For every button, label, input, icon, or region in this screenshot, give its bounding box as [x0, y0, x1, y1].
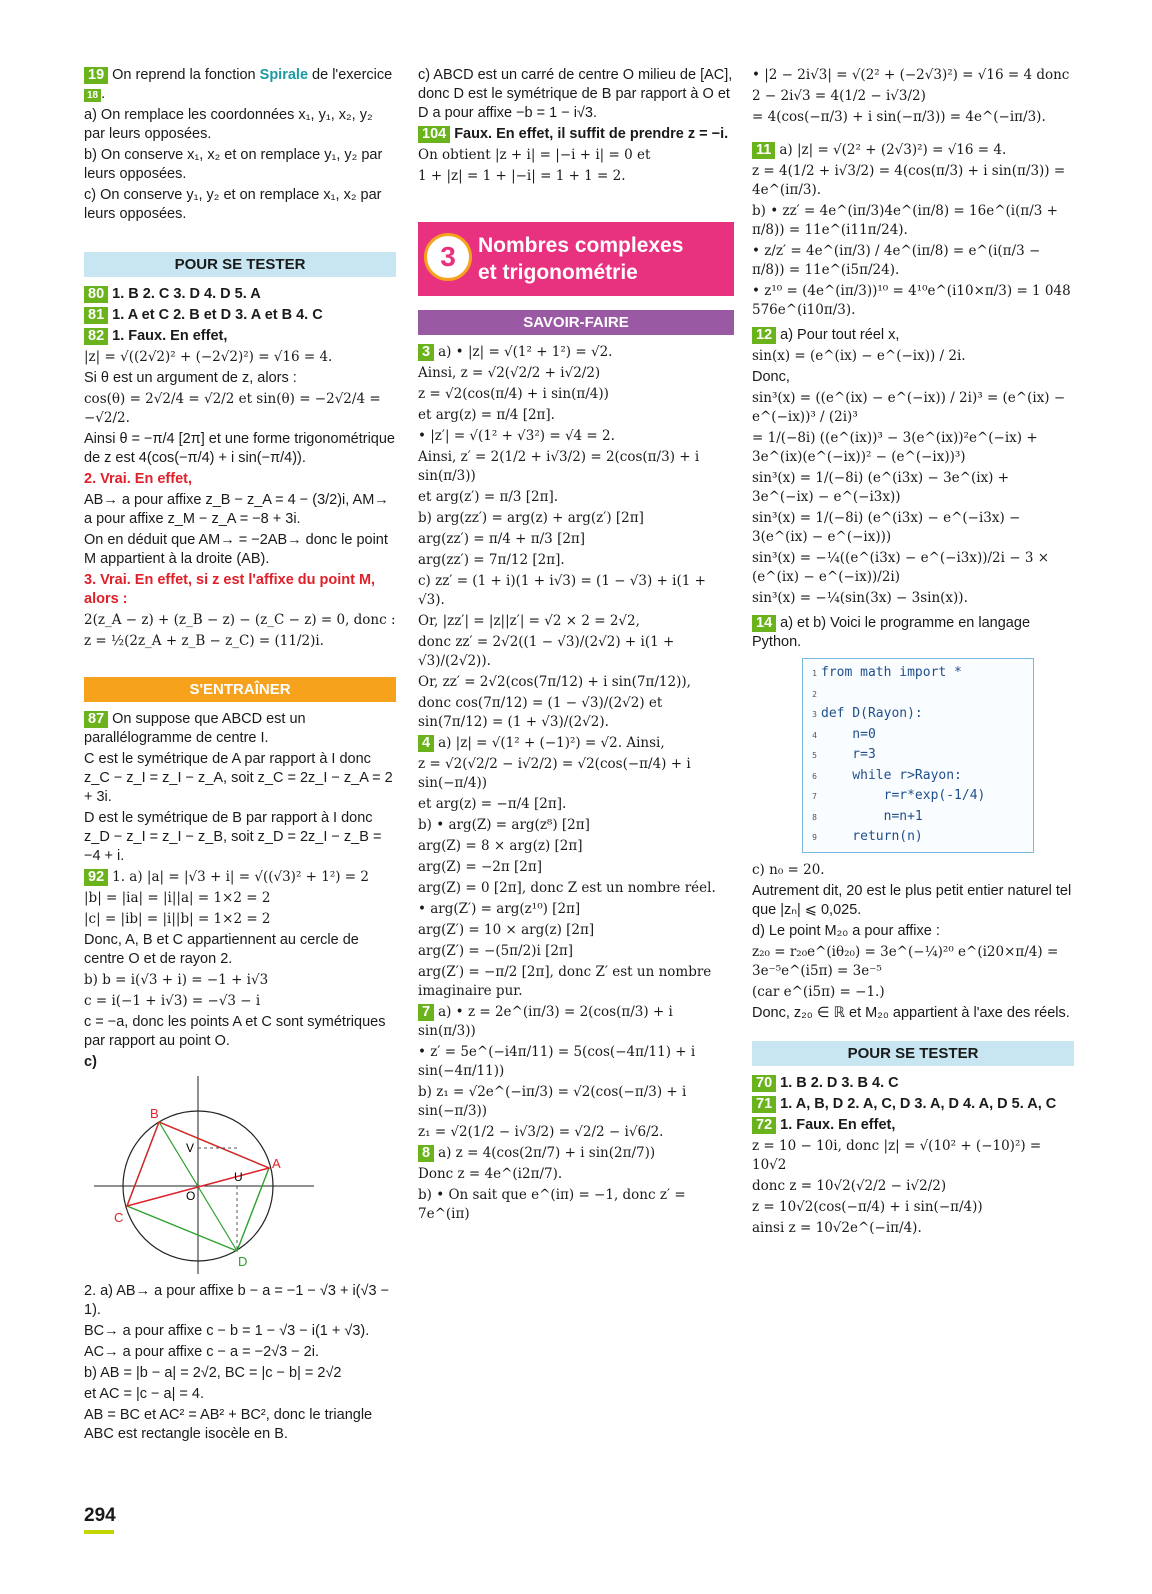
exercise-14: 14 a) et b) Voici le programme en langage Python.	[752, 615, 1031, 650]
column-2: c) ABCD est un carré de centre O milieu de [AC], donc D est le symétrique de B par rapport à O et D a pour affixe −b = 1 − i√3. 104 Faux. En effet, il suffit de prendre z = −i. On obtient |z + i| = |−i + i| = 0 et 1 + |z| = 1 + |−i| = 1 + 1 = 2. 3 Nombres complexes et trigonométrie SAVOIR-FAIRE 3 a) • |z| = √(1² + 1²) = √2. Ainsi, z = √2(√2/2 + i√2/2) z = √2(cos(π/4) + i sin(π/4)) et arg(z) = π/4 [2π]. • |z′| = √(1² + √3²) = √4 = 2. Ainsi, z′ = 2(1/2 + i√3/2) = 2(cos(π/3) + i sin(π/3)) et arg(z′) = π/3 [2π]. b) arg(zz′) = arg(z) + arg(z′) [2π] arg(zz′) = π/4 + π/3 [2π] arg(zz′) = 7π/12 [2π]. c) zz′ = (1 + i)(1 + i√3) = (1 − √3) + i(1 + √3). Or, |zz′| = |z||z′| = √2 × 2 = 2√2, donc zz′ = 2√2((1 − √3)/(2√2) + i(1 + √3)/(2√2)). Or, zz′ = 2√2(cos(7π/12) + i sin(7π/12)), donc cos(7π/12) = (1 − √3)/(2√2) et sin(7π/12) = (1 + √3)/(2√2). 4 a) |z| = √(1² + (−1)²) = √2. Ainsi, z = √2(√2/2 − i√2/2) = √2(cos(−π/4) + i sin(−π/4)) et arg(z) = −π/4 [2π]. b) • arg(Z) = arg(z⁸) [2π] arg(Z) = 8 × arg(z) [2π] arg(Z) = −2π [2π] arg(Z) = 0 [2π], donc Z est un nombre réel. • arg(Z′) = arg(z¹⁰) [2π] arg(Z′) = 10 × arg(z) [2π] arg(Z′) = −(5π/2)i [2π] arg(Z′) = −π/2 [2π], donc Z′ est un nombre imaginaire pur. 7 a) • z = 2e^(iπ/3) = 2(cos(π/3) + i sin(π/3)) • z′ = 5e^(−i4π/11) = 5(cos(−4π/11) + i sin(−4π/11)) b) z₁ = √2e^(−iπ/3) = √2(cos(−π/3) + i sin(−π/3)) z₁ = √2(1/2 − i√3/2) = √2/2 − i√6/2. 8 a) z = 4(cos(2π/7) + i sin(2π/7)) Donc z = 4e^(i2π/7). b) • On sait que e^(iπ) = −1, donc z′ = 7e^(iπ)	[418, 67, 733, 1222]
answer-70: 70 1. B 2. D 3. B 4. C	[752, 1074, 1074, 1093]
exercise-11: 11 a) |z| = √(2² + (2√3)²) = √16 = 4.	[752, 141, 1074, 160]
chapter-number: 3	[424, 233, 472, 281]
exercise-3: 3 a) • |z| = √(1² + 1²) = √2.	[418, 343, 734, 362]
label-b: B	[150, 1106, 159, 1121]
exercise-12: 12 a) Pour tout réel x,	[752, 326, 1074, 345]
exercise-reference: 18	[84, 89, 101, 102]
exercise-7-continued: • |2 − 2i√3| = √(2² + (−2√3)²) = √16 = 4 donc	[752, 67, 1070, 83]
label-v: V	[186, 1141, 195, 1155]
exercise-19-b: b) On conserve x₁, x₂ et on remplace y₁, y₂ par leurs opposées.	[84, 147, 383, 182]
section-savoir-faire: SAVOIR-FAIRE	[418, 310, 734, 335]
code-line: 1 from math import *	[812, 665, 962, 680]
exercise-82: 82 1. Faux. En effet,	[84, 327, 396, 346]
answer-81: 81 1. A et C 2. B et D 3. A et B 4. C	[84, 306, 396, 325]
page-number: 294	[84, 1505, 116, 1526]
exercise-4: 4 a) |z| = √(1² + (−1)²) = √2. Ainsi,	[418, 734, 734, 753]
answer-80: 80 1. B 2. C 3. D 4. D 5. A	[84, 285, 396, 304]
label-o: O	[186, 1189, 196, 1203]
exercise-92-c-continued: c) ABCD est un carré de centre O milieu de [AC], donc D est le symétrique de B par rapport à O et D a pour affixe −b = 1 − i√3.	[418, 67, 733, 121]
exercise-104: 104 Faux. En effet, il suffit de prendre z = −i.	[418, 125, 734, 144]
code-line: 3 def D(Rayon):	[812, 706, 923, 721]
code-line: 7 r=r*exp(-1/4)	[812, 788, 986, 803]
exercise-92: 92 1. a) |a| = |√3 + i| = √((√3)² + 1²) = 2	[84, 868, 396, 887]
label-u: U	[234, 1170, 243, 1184]
label-d: D	[238, 1254, 248, 1269]
exercise-19-c: c) On conserve y₁, y₂ et on remplace x₁, x₂ par leurs opposées.	[84, 187, 382, 222]
label-c: C	[114, 1210, 124, 1225]
code-line: 4 n=0	[812, 726, 876, 742]
exercise-19-a: a) On remplace les coordonnées x₁, y₁, x₂, y₂ par leurs opposées.	[84, 107, 373, 142]
complex-plane-figure	[94, 1076, 314, 1276]
exercise-number: 19	[84, 67, 108, 84]
code-line: 8 n=n+1	[812, 808, 923, 824]
code-line: 2	[812, 689, 817, 699]
exercise-7: 7 a) • z = 2e^(iπ/3) = 2(cos(π/3) + i sin(π/3))	[418, 1004, 673, 1039]
label-a: A	[272, 1156, 281, 1171]
code-line: 6 while r>Rayon:	[812, 767, 962, 783]
exercise-19: 19 On reprend la fonction Spirale de l'exercice 18 .	[84, 66, 396, 104]
code-line: 5 r=3	[812, 747, 876, 762]
chapter-banner	[418, 222, 734, 296]
section-pour-se-tester: POUR SE TESTER	[84, 252, 396, 277]
exercise-8: 8 a) z = 4(cos(2π/7) + i sin(2π/7))	[418, 1144, 734, 1163]
exercise-72: 72 1. Faux. En effet,	[752, 1116, 1074, 1135]
exercise-87: 87 On suppose que ABCD est un parallélogramme de centre I.	[84, 711, 306, 746]
chapter-title: Nombres complexes et trigonométrie	[478, 234, 684, 284]
page-number-underline	[84, 1530, 114, 1534]
answer-71: 71 1. A, B, D 2. A, C, D 3. A, D 4. A, D 5. A, C	[752, 1095, 1074, 1114]
python-code-block	[802, 658, 1034, 853]
section-pour-se-tester: POUR SE TESTER	[752, 1041, 1074, 1066]
column-3: • |2 − 2i√3| = √(2² + (−2√3)²) = √16 = 4 donc 2 − 2i√3 = 4(1/2 − i√3/2) = 4(cos(−π/3) + i sin(−π/3)) = 4e^(−iπ/3). 11 a) |z| = √(2² + (2√3)²) = √16 = 4. z = 4(1/2 + i√3/2) = 4(cos(π/3) + i sin(π/3)) = 4e^(iπ/3). b) • zz′ = 4e^(iπ/3)4e^(iπ/8) = 16e^(i(π/3 + π/8)) = 11e^(i11π/24). • z/z′ = 4e^(iπ/3) / 4e^(iπ/8) = e^(i(π/3 − π/8)) = 11e^(i5π/24). • z¹⁰ = (4e^(iπ/3))¹⁰ = 4¹⁰e^(i10×π/3) = 1 048 576e^(i10π/3). 12 a) Pour tout réel x, sin(x) = (e^(ix) − e^(−ix)) / 2i. Donc, sin³(x) = ((e^(ix) − e^(−ix)) / 2i)³ = (e^(ix) − e^(−ix))³ / (2i)³ = 1/(−8i) ((e^(ix))³ − 3(e^(ix))²e^(−ix) + 3e^(ix)(e^(−ix))² − (e^(−ix))³) sin³(x) = 1/(−8i) (e^(i3x) − 3e^(ix) + 3e^(−ix) − e^(−i3x)) sin³(x) = 1/(−8i) (e^(i3x) − e^(−i3x) − 3(e^(ix) − e^(−ix))) sin³(x) = −¼((e^(i3x) − e^(−i3x))/2i − 3 × (e^(ix) − e^(−ix))/2i) sin³(x) = −¼(sin(3x) − 3sin(x)). 14 a) et b) Voici le programme en langage Python. 1 from math import * 2 3 def D(Rayon): 4 n=0 5 r=3 6 while r>Rayon: 7 r=r*exp(-1/4) 8 n=n+1 9 return(n) c) n₀ = 20. Autrement dit, 20 est le plus petit entier naturel tel que |zₙ| ⩽ 0,025. d) Le point M₂₀ a pour affixe : z₂₀ = r₂₀e^(iθ₂₀) = 3e^(−¼)²⁰ e^(i20×π/4) = 3e⁻⁵e^(i5π) = 3e⁻⁵ (car e^(i5π) = −1.) Donc, z₂₀ ∈ ℝ et M₂₀ appartient à l'axe des réels. POUR SE TESTER 70 1. B 2. D 3. B 4. C 71 1. A, B, D 2. A, C, D 3. A, D 4. A, D 5. A, C 72 1. Faux. En effet, z = 10 − 10i, donc |z| = √(10² + (−10)²) = 10√2 donc z = 10√2(√2/2 − i√2/2) z = 10√2(cos(−π/4) + i sin(−π/4)) ainsi z = 10√2e^(−iπ/4).	[752, 66, 1074, 1240]
column-1: 19 On reprend la fonction Spirale de l'exercice 18 . a) On remplace les coordonnées x₁, y₁, x₂, y₂ par leurs opposées. b) On conserve x₁, x₂ et on remplace y₁, y₂ par leurs opposées. c) On conserve y₁, y₂ et on remplace x₁, x₂ par leurs opposées. POUR SE TESTER 80 1. B 2. C 3. D 4. D 5. A 81 1. A et C 2. B et D 3. A et B 4. C 82 1. Faux. En effet, |z| = √((2√2)² + (−2√2)²) = √16 = 4. Si θ est un argument de z, alors : cos(θ) = 2√2/4 = √2/2 et sin(θ) = −2√2/4 = −√2/2. Ainsi θ = −π/4 [2π] et une forme trigonométrique de z est 4(cos(−π/4) + i sin(−π/4)). 2. Vrai. En effet, AB→ a pour affixe z_B − z_A = 4 − (3/2)i, AM→ a pour affixe z_M − z_A = −8 + 3i. On en déduit que AM→ = −2AB→ donc le point M appartient à la droite (AB). 3. Vrai. En effet, si z est l'affixe du point M, alors : 2(z_A − z) + (z_B − z) − (z_C − z) = 0, donc : z = ½(2z_A + z_B − z_C) = (11/2)i. S'ENTRAÎNER 87 On suppose que ABCD est un parallélogramme de centre I. C est le symétrique de A par rapport à I donc z_C − z_I = z_I − z_A, soit z_C = 2z_I − z_A = 2 + 3i. D est le symétrique de B par rapport à I donc z_D − z_I = z_I − z_B, soit z_D = 2z_I − z_B = −4 + i. 92 1. a) |a| = |√3 + i| = √((√3)² + 1²) = 2 |b| = |ia| = |i||a| = 1×2 = 2 |c| = |ib| = |i||b| = 1×2 = 2 Donc, A, B et C appartiennent au cercle de centre O et de rayon 2. b) b = i(√3 + i) = −1 + i√3 c = i(−1 + i√3) = −√3 − i c = −a, donc les points A et C sont symétriques par rapport au point O. c) B A C D O U V 2. a) AB→ a pour affixe b − a = −1 − √3 + i(√3 − 1). BC→ a pour affixe c − b = 1 − √3 − i(1 + √3). AC→ a pour affixe c − a = −2√3 − 2i. b) AB = |b − a| = 2√2, BC = |c − b| = 2√2 et AC = |c − a| = 4. AB = BC et AC² = AB² + BC², donc le triangle ABC est rectangle isocèle en B.	[84, 67, 396, 1442]
section-s-entrainer: S'ENTRAÎNER	[84, 677, 396, 702]
code-line: 9 return(n)	[812, 829, 923, 844]
